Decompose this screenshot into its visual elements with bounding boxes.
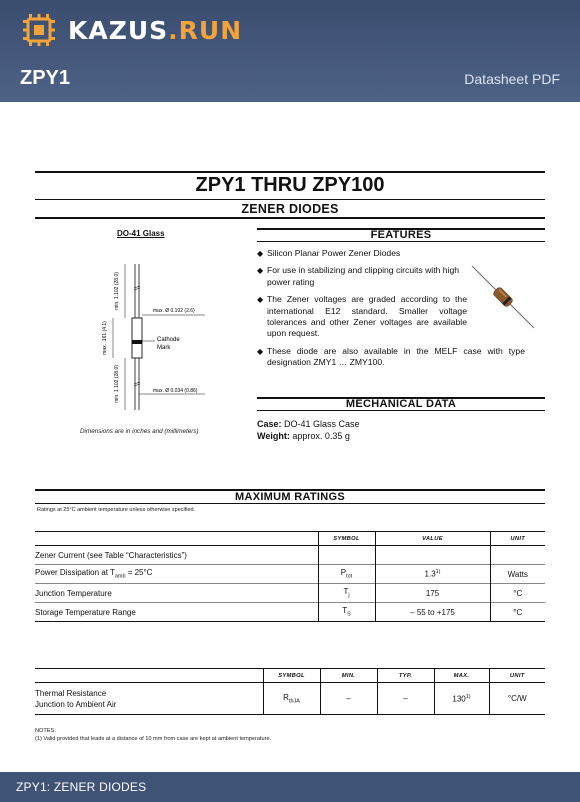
bullet-icon: ◆ bbox=[257, 249, 264, 258]
case-label: Case: bbox=[257, 419, 282, 429]
site-header bbox=[0, 0, 580, 102]
table-row bbox=[35, 565, 545, 584]
value-footnote: 1) bbox=[435, 569, 441, 576]
typ-cell: – bbox=[377, 683, 434, 715]
value-text: 1.3 bbox=[424, 569, 436, 579]
max-header: MAX. bbox=[434, 669, 489, 683]
logo-text bbox=[68, 16, 242, 45]
min-cell: – bbox=[320, 683, 377, 715]
unit-cell bbox=[490, 546, 545, 565]
feature-text: The Zener voltages are graded according to the international E12 standard. Smaller voltage tolerances and other Zener voltages are available upon request. bbox=[267, 294, 467, 339]
lead-bottom-length-label: min. 1.102 (28.0) bbox=[114, 365, 120, 403]
site-logo[interactable] bbox=[22, 12, 242, 48]
ratings-heading: MAXIMUM RATINGS bbox=[234, 491, 345, 503]
diode-illustration-icon bbox=[468, 262, 538, 332]
symbol-cell bbox=[318, 584, 375, 603]
table-row bbox=[35, 546, 545, 565]
thermal-table bbox=[35, 668, 545, 715]
feature-item bbox=[257, 346, 525, 369]
bullet-icon: ◆ bbox=[257, 346, 264, 356]
param-cell bbox=[35, 565, 318, 584]
param-line: Thermal Resistance bbox=[35, 688, 107, 698]
chip-icon bbox=[22, 13, 56, 47]
cathode-mark-label: Mark bbox=[157, 345, 171, 351]
param-text-suffix: = 25°C bbox=[125, 568, 153, 578]
body-length-label: max. .161 (4.1) bbox=[102, 321, 108, 355]
unit-cell: °C/W bbox=[489, 683, 545, 715]
symbol-cell bbox=[263, 683, 320, 715]
bullet-icon: ◆ bbox=[257, 295, 264, 305]
param-cell: Storage Temperature Range bbox=[35, 607, 136, 617]
ratings-rule-bottom bbox=[35, 503, 545, 504]
param-header bbox=[35, 669, 263, 683]
notes-heading: NOTES: bbox=[35, 728, 56, 734]
table-row bbox=[35, 603, 545, 622]
param-header bbox=[35, 532, 318, 546]
min-header: MIN. bbox=[320, 669, 377, 683]
max-cell bbox=[434, 683, 489, 715]
param-cell: Zener Current (see Table “Characteristics”) bbox=[35, 550, 187, 560]
symbol-cell bbox=[318, 546, 375, 565]
param-cell bbox=[35, 683, 263, 715]
value-cell bbox=[375, 546, 490, 565]
title-rule-top bbox=[35, 171, 545, 173]
value-cell: – 55 to +175 bbox=[375, 603, 490, 622]
symbol-subscript: tot bbox=[346, 573, 353, 580]
feature-item bbox=[257, 294, 467, 340]
logo-accent: .RUN bbox=[168, 15, 243, 45]
weight-value: approx. 0.35 g bbox=[292, 431, 350, 441]
typ-header: TYP. bbox=[377, 669, 434, 683]
wire-diameter-label: max. Ø 0.034 (0.86) bbox=[153, 388, 198, 394]
value-cell: 175 bbox=[375, 584, 490, 603]
symbol-text: T bbox=[343, 587, 349, 597]
param-line: Junction to Ambient Air bbox=[35, 699, 117, 709]
ratings-note: Ratings at 25°C ambient temperature unless otherwise specified. bbox=[37, 507, 196, 513]
feature-item bbox=[257, 248, 525, 259]
page-title: ZPY1 bbox=[20, 67, 71, 89]
package-dimension-drawing bbox=[95, 262, 215, 412]
features-rule-bottom bbox=[257, 241, 545, 242]
symbol-cell bbox=[318, 565, 375, 584]
unit-cell: °C bbox=[490, 603, 545, 622]
logo-main: KAZUS bbox=[68, 15, 169, 45]
doc-type-label: Datasheet PDF bbox=[464, 71, 560, 87]
unit-header: UNIT bbox=[489, 669, 545, 683]
footer-title: ZPY1: ZENER DIODES bbox=[16, 780, 147, 794]
table-header-row bbox=[35, 532, 545, 546]
param-subscript: amb bbox=[114, 573, 126, 580]
value-cell bbox=[375, 565, 490, 584]
symbol-text: R bbox=[283, 692, 289, 702]
symbol-subscript: thJA bbox=[288, 698, 300, 705]
unit-cell: °C bbox=[490, 584, 545, 603]
table-row bbox=[35, 683, 545, 715]
document-subtitle: ZENER DIODES bbox=[241, 202, 339, 216]
features-heading: FEATURES bbox=[370, 229, 432, 241]
title-rule-mid bbox=[35, 199, 545, 200]
mech-rule-bottom bbox=[257, 410, 545, 411]
dimension-caption: Dimensions are in inches and (millimeters) bbox=[80, 428, 199, 435]
symbol-text: T bbox=[342, 606, 348, 616]
value-header: VALUE bbox=[375, 532, 490, 546]
param-text: Power Dissipation at T bbox=[35, 568, 115, 578]
bullet-icon: ◆ bbox=[257, 266, 264, 276]
unit-header: UNIT bbox=[490, 532, 545, 546]
feature-item bbox=[257, 265, 467, 288]
package-label: DO-41 Glass bbox=[117, 229, 165, 238]
max-text: 130 bbox=[452, 694, 466, 704]
max-footnote: 1) bbox=[465, 693, 471, 700]
symbol-header: SYMBOL bbox=[263, 669, 320, 683]
title-rule-bottom bbox=[35, 217, 545, 219]
unit-cell: Watts bbox=[490, 565, 545, 584]
cathode-label: Cathode bbox=[157, 337, 180, 343]
weight-label: Weight: bbox=[257, 431, 290, 441]
param-cell: Junction Temperature bbox=[35, 588, 112, 598]
site-footer bbox=[0, 772, 580, 802]
notes-block bbox=[35, 727, 271, 743]
feature-text: For use in stabilizing and clipping circuits with high power rating bbox=[267, 265, 460, 287]
document-title: ZPY1 THRU ZPY100 bbox=[195, 174, 385, 196]
lead-diameter-label: max. Ø 0.102 (2.6) bbox=[153, 308, 195, 314]
lead-top-length-label: min. 1.102 (28.0) bbox=[114, 272, 120, 310]
note-text: (1) Valid provided that leads at a distance of 10 mm from case are kept at ambient temperature. bbox=[35, 736, 272, 742]
feature-text: Silicon Planar Power Zener Diodes bbox=[267, 248, 401, 258]
symbol-cell bbox=[318, 603, 375, 622]
mechanical-heading: MECHANICAL DATA bbox=[345, 398, 457, 410]
table-row bbox=[35, 584, 545, 603]
mechanical-data bbox=[257, 418, 360, 442]
symbol-subscript: S bbox=[347, 611, 351, 618]
symbol-header: SYMBOL bbox=[318, 532, 375, 546]
feature-text: These diode are also available in the MELF case with type designation ZMY1 … ZMY100. bbox=[267, 345, 525, 368]
symbol-subscript: j bbox=[348, 592, 350, 599]
table-header-row bbox=[35, 669, 545, 683]
symbol-text: P bbox=[340, 568, 347, 578]
case-value: DO-41 Glass Case bbox=[284, 419, 360, 429]
ratings-table bbox=[35, 531, 545, 622]
